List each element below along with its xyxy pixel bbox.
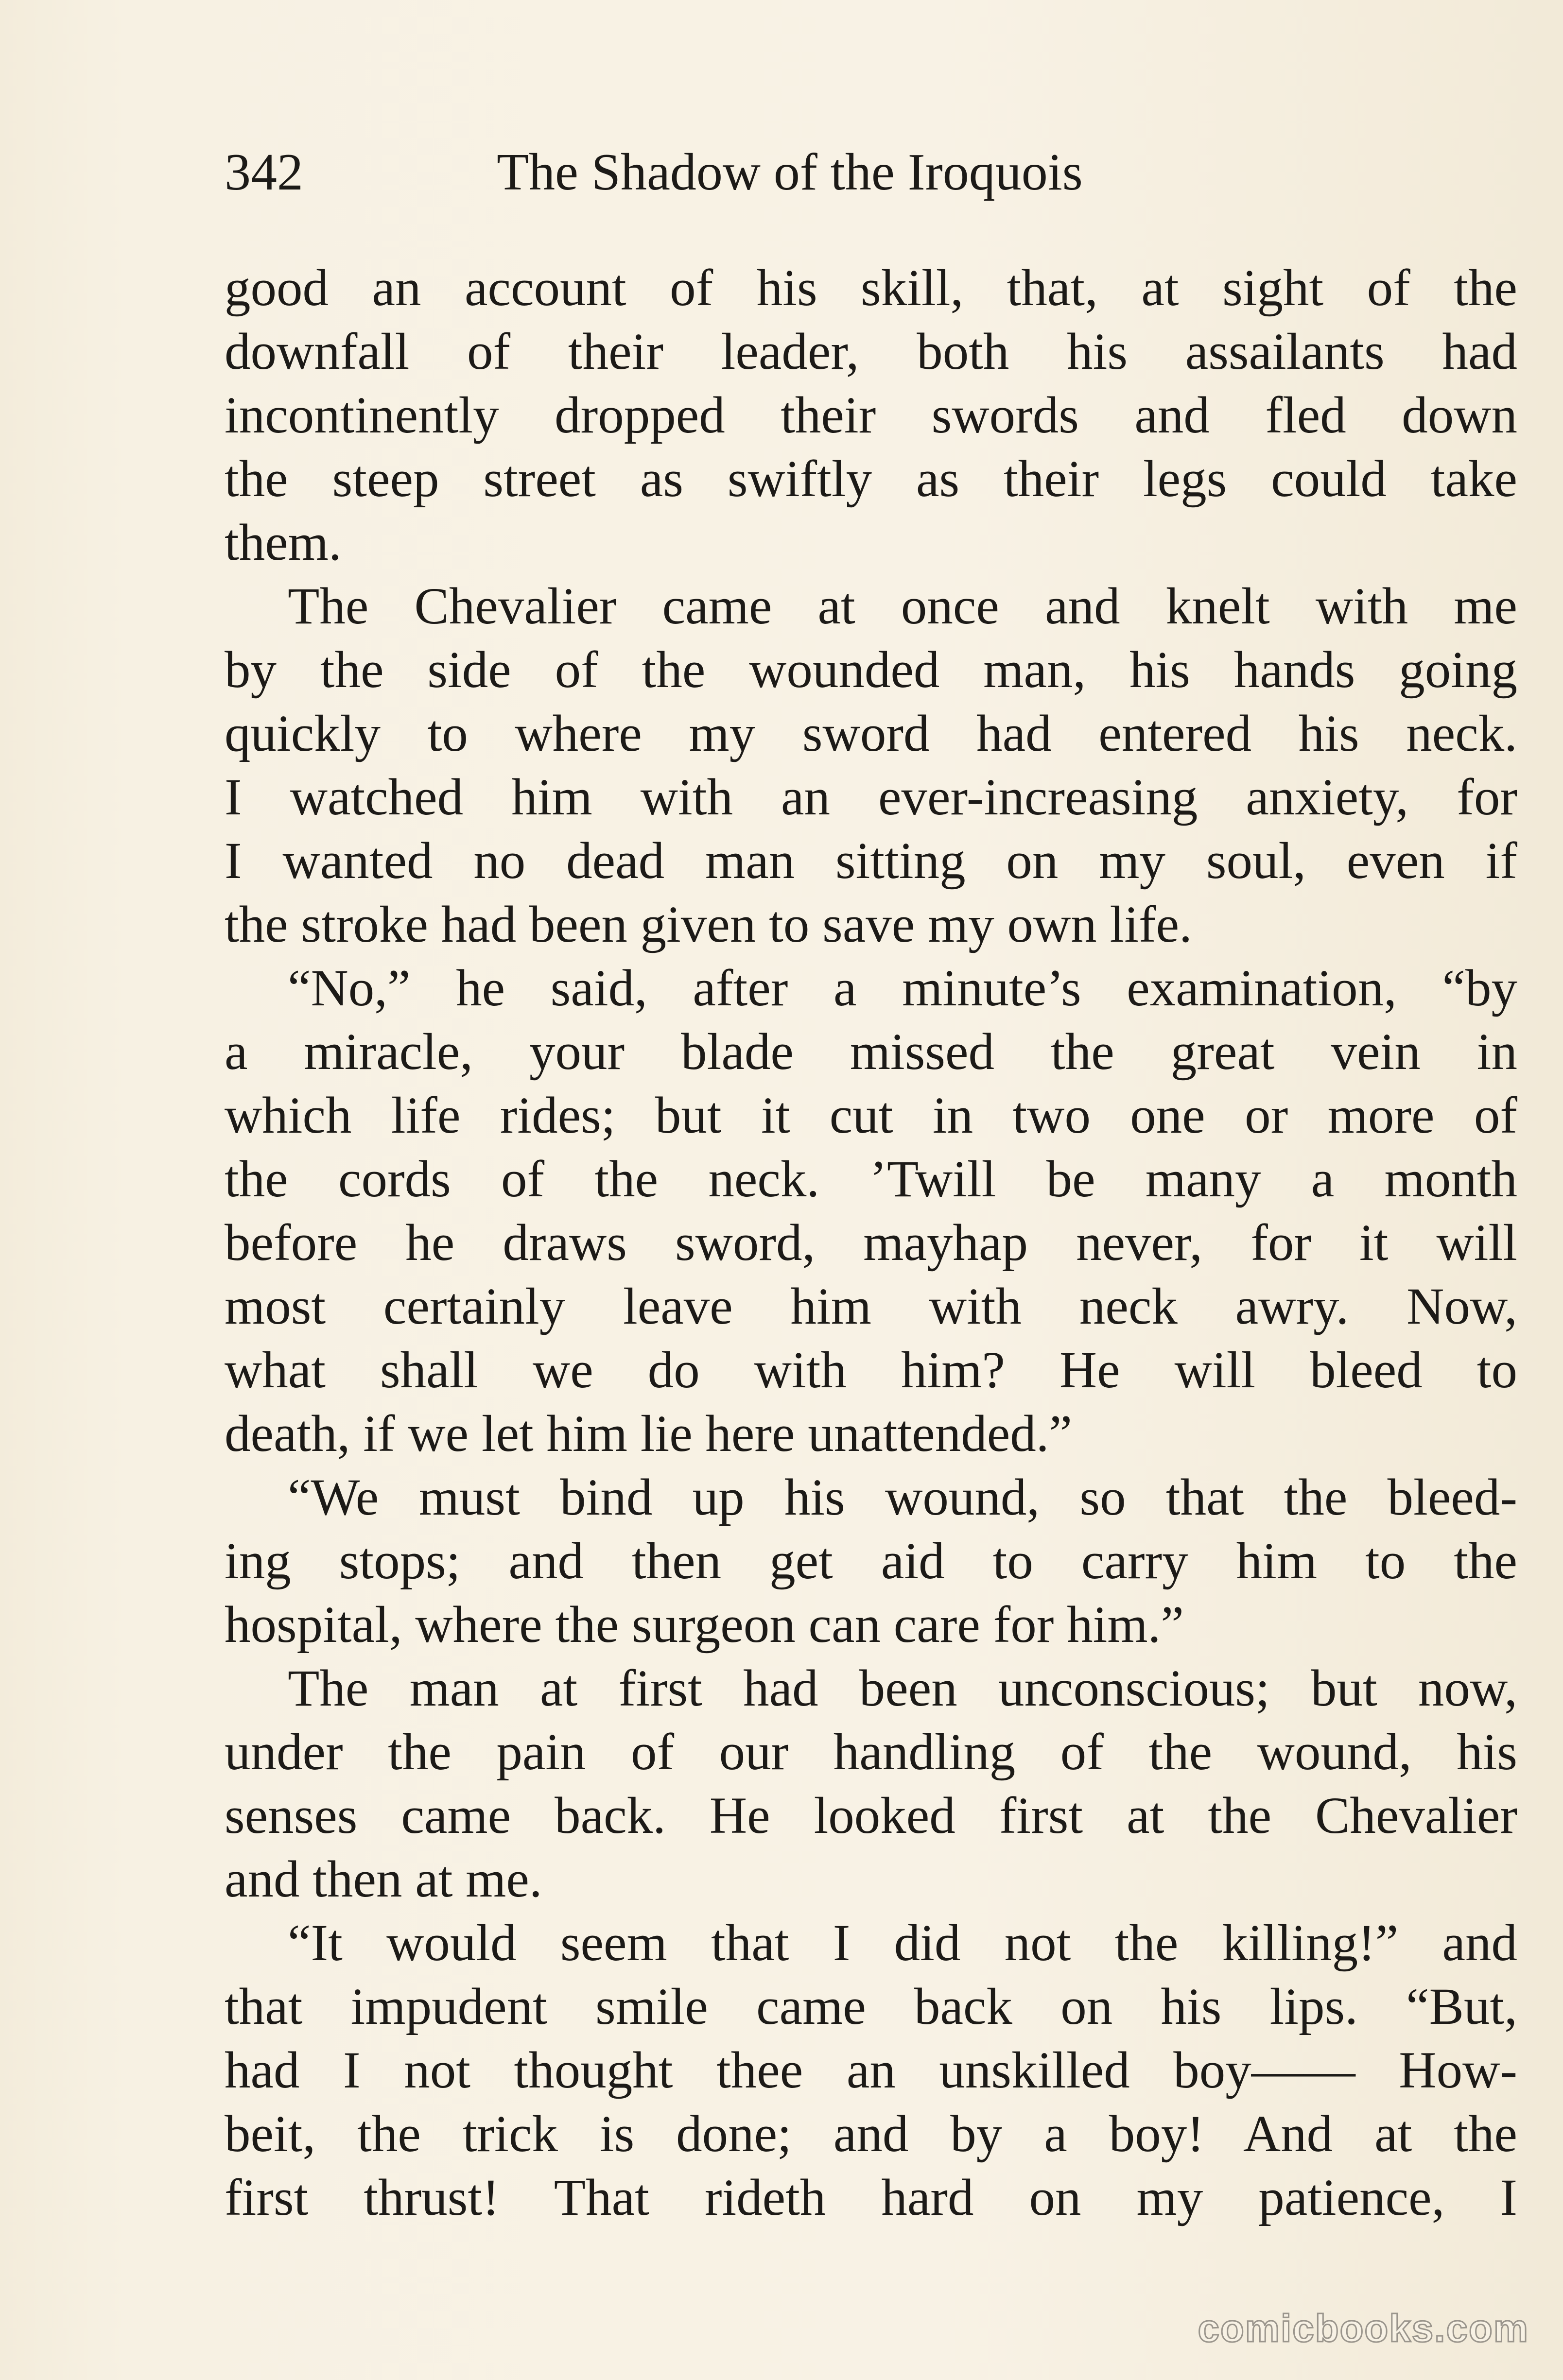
text-line: quickly to where my sword had entered his neck. [225, 705, 1517, 762]
text-line: a miracle, your blade missed the great vein in [225, 1023, 1517, 1081]
text-line: I watched him with an ever-increasing anxiety, for [225, 769, 1517, 826]
text-line: hospital, where the surgeon can care for him.” [225, 1596, 1184, 1654]
text-line: the steep street as swiftly as their legs could take [225, 450, 1517, 508]
text-line: downfall of their leader, both his assailants had [225, 323, 1517, 380]
text-line: what shall we do with him? He will bleed to [225, 1342, 1517, 1399]
text-line: “We must bind up his wound, so that the bleed- [288, 1469, 1517, 1526]
text-line: “No,” he said, after a minute’s examination, “by [288, 960, 1517, 1017]
text-line: The Chevalier came at once and knelt with me [288, 578, 1517, 635]
text-line: death, if we let him lie here unattended.” [225, 1405, 1072, 1463]
text-line: which life rides; but it cut in two one or more of [225, 1087, 1517, 1144]
paragraph [225, 575, 1517, 957]
text-line: and then at me. [225, 1851, 542, 1908]
text-line: before he draws sword, mayhap never, for it will [225, 1214, 1517, 1272]
text-line: the cords of the neck. ’Twill be many a month [225, 1151, 1517, 1208]
text-line: senses came back. He looked first at the Chevalier [225, 1787, 1517, 1845]
text-line: under the pain of our handling of the wound, his [225, 1724, 1517, 1781]
text-line: the stroke had been given to save my own life. [225, 896, 1192, 953]
text-line: incontinently dropped their swords and fled down [225, 387, 1517, 444]
text-line: had I not thought thee an unskilled boy—— How- [225, 2042, 1517, 2099]
text-line: beit, the trick is done; and by a boy! And at the [225, 2105, 1517, 2163]
text-line: most certainly leave him with neck awry. Now, [225, 1278, 1517, 1335]
paragraph [225, 257, 1517, 575]
text-line: ing stops; and then get aid to carry him to the [225, 1533, 1517, 1590]
paragraph [225, 1657, 1517, 1912]
running-title: The Shadow of the Iroquois [497, 143, 1083, 201]
text-line: that impudent smile came back on his lips. “But, [225, 1978, 1517, 2035]
text-line: I wanted no dead man sitting on my soul, even if [225, 832, 1517, 890]
page-number: 342 [225, 143, 303, 201]
text-line: first thrust! That rideth hard on my patience, I [225, 2169, 1517, 2226]
paragraph [225, 1466, 1517, 1657]
watermark: comicbooks.com [1198, 2307, 1529, 2350]
running-head [225, 131, 1517, 214]
text-line: “It would seem that I did not the killing!” and [288, 1914, 1517, 1972]
text-line: good an account of his skill, that, at sight of the [225, 259, 1517, 317]
paragraph [225, 957, 1517, 1466]
text-line: by the side of the wounded man, his hands going [225, 641, 1517, 699]
text-line: them. [225, 514, 342, 571]
paragraph [225, 1912, 1517, 2230]
body-text [225, 257, 1517, 2230]
text-line: The man at first had been unconscious; but now, [288, 1660, 1517, 1717]
